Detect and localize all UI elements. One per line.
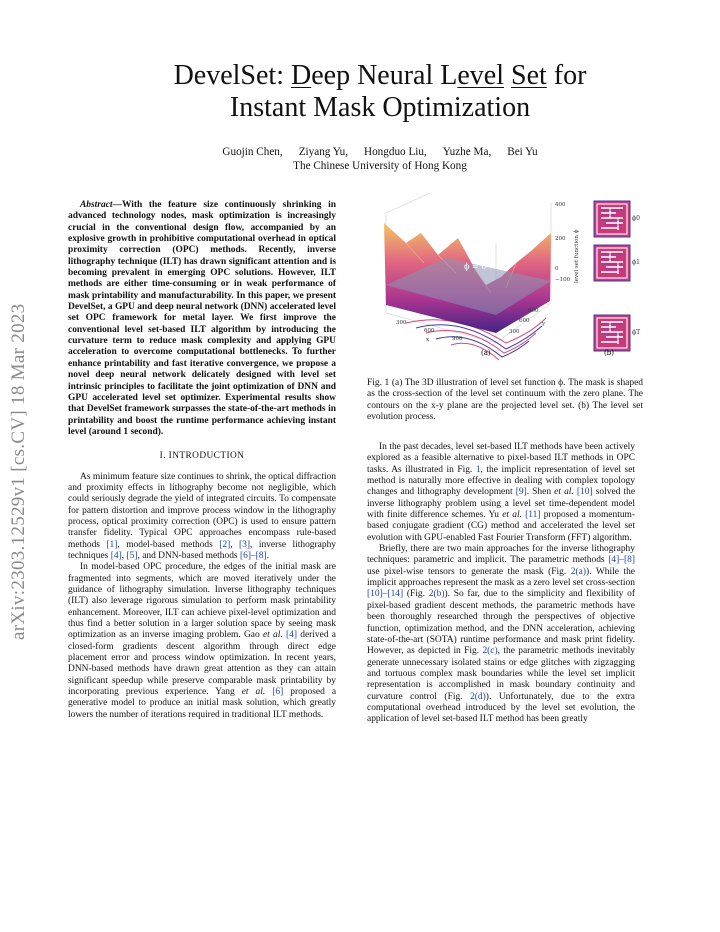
author: Bei Yu xyxy=(507,146,538,158)
y-tick: 600 xyxy=(519,318,530,324)
author: Yuzhe Ma, xyxy=(442,146,492,158)
citation-link[interactable]: [10]–[14] xyxy=(367,589,404,600)
citation-link[interactable]: [4] xyxy=(110,550,122,561)
z-tick: 400 xyxy=(555,202,566,208)
paper-title: DevelSet: Deep Neural Level Set for Instant Mask Optimization xyxy=(173,60,587,123)
paragraph: In the past decades, level set-based ILT methods have been actively explored as a feasible alternative to pixel-based ILT methods in OPC tasks. As illustrated in Fig. 1, the implicit representation of level set method is naturally more effective in dealing with complex topology changes and lithography development [9]. Shen et al. [10] solved the inverse lithography problem using a level set time-dependent model with finite difference schemes. Yu et al. [11] proposed a momentum-based conjugate gradient (CG) method and accelerated the level set evolution with GPU-enabled Fast Fourier Transform (FFT) algorithm. xyxy=(367,442,636,543)
figure-1 xyxy=(366,193,642,371)
x-tick: 900 xyxy=(452,336,463,342)
citation-link[interactable]: [1] xyxy=(106,539,118,550)
section-heading: I. INTRODUCTION xyxy=(159,451,245,462)
citation-link[interactable]: [11] xyxy=(525,510,541,521)
phi-label: ϕ0 xyxy=(632,215,640,222)
paragraph: In model-based OPC procedure, the edges of the initial mask are fragmented into segments, which are moved iteratively under the guidance of lithography simulation. Inverse lithography techniques (ILT) also leverage rigorous simulation to perform mask printability enhancement. Moreover, ILT can achieve pixel-level optimization and thus find a better solution in a larger solution space by seeing mask optimization as an inverse imaging problem. Gao et al. [4] derived a closed-form gradients descent algorithm through direct edge placement error and process window optimization. In recent years, DNN-based methods have drawn great attention as they can attain significant speedup while preserve comparable mask printability by incorporating previous experience. Yang et al. [6] proposed a generative model to produce an initial mask solution, which greatly lowers the number of iterations required in traditional ILT methods. xyxy=(68,562,337,720)
arxiv-stamp: arXiv:2303.12529v1 [cs.CV] 18 Mar 2023 xyxy=(8,303,29,640)
right-column xyxy=(367,442,635,726)
figure-link[interactable]: 1 xyxy=(475,464,481,475)
abstract: Abstract—With the feature size continuously shrinking in advanced technology nodes, mask optimization is increasingly crucial in the conventional design flow, accompanied by an explosive growth in prohibitive computational overhead in optical proximity correction (OPC) methods. Recently, inverse lithography technique (ILT) has drawn significant attention and is becoming prevalent in emerging OPC solutions. However, ILT methods are either time-consuming or in weak performance of mask printability and manufacturability. In this paper, we present DevelSet, a GPU and deep neural network (DNN) accelerated level set OPC framework for metal layer. We first improve the conventional level set-based ILT algorithm by introducing the curvature term to reduce mask complexity and applying GPU acceleration to overcome computational bottlenecks. To further enhance printability and fast iterative convergence, we propose a novel deep neural network delicately designed with level set intrinsic principles to facilitate the joint optimization of DNN and GPU accelerated level set optimizer. Experimental results show that DevelSet framework surpasses the state-of-the-art methods in printability and boost the runtime performance achieving instant level (around 1 second). xyxy=(68,200,336,437)
figure-link[interactable]: 2(d) xyxy=(470,691,486,702)
subfigure-a-label: (a) xyxy=(481,349,491,357)
x-tick: 600 xyxy=(424,328,435,334)
paragraph: As minimum feature size continues to shrink, the optical diffraction and proximity effects in lithography become not negligible, which could seriously degrade the yield of integrated circuits. To compensate for pattern distortion and improve process window in the lithography process, optical proximity correction (OPC) is used to ensure pattern transfer fidelity. Typical OPC approaches encompass rule-based methods [1], model-based methods [2], [3], inverse lithography techniques [4], [5], and DNN-based methods [6]–[8]. xyxy=(68,471,337,561)
x-axis-label: x xyxy=(426,337,430,343)
y-tick: 900 xyxy=(528,308,539,314)
figure-link[interactable]: 2(c) xyxy=(482,646,498,657)
figure-link[interactable]: 2(b) xyxy=(428,589,445,600)
citation-link[interactable]: [2] xyxy=(219,539,231,550)
citation-link[interactable]: [6]–[8] xyxy=(239,550,267,561)
author: Guojin Chen, xyxy=(222,146,283,158)
left-column xyxy=(68,200,336,721)
evolution-tiles xyxy=(594,201,640,357)
z-axis-label: level set function ϕ xyxy=(574,229,580,283)
y-tick: 300 xyxy=(509,329,520,335)
subfigure-b-label: (b) xyxy=(604,349,614,357)
x-tick: 300 xyxy=(396,320,407,326)
citation-link[interactable]: [3] xyxy=(239,539,251,550)
author: Hongduo Liu, xyxy=(364,146,427,158)
z-tick: 0 xyxy=(555,266,559,272)
figure-1-graphic xyxy=(366,193,642,371)
zero-plane-label: ϕ = 0 xyxy=(464,262,487,271)
z-tick: 200 xyxy=(555,236,566,242)
author-list xyxy=(80,146,680,159)
citation-link[interactable]: [4] xyxy=(285,630,297,641)
paragraph: Briefly, there are two main approaches for the inverse lithography techniques: parametric and implicit. The parametric methods [4]–[8] use pixel-wise tensors to generate the mask (Fig. 2(a)). While the implicit approaches represent the mask as a zero level set cross-section [10]–[14] (Fig. 2(b)). So far, due to the simplicity and flexibility of pixel-based gradient descent methods, the parametric methods have been thoroughly researched through the perspectives of objective function, optimization method, and the DNN acceleration, achieving state-of-the-art (SOTA) runtime performance and mask print fidelity. However, as depicted in Fig. 2(c), the parametric methods inevitably generate unnecessary isolated stains or edge glitches with zigzagging and tortuous complex mask boundaries while the level set implicit representation is accomplished in mask boundary continuity and curvature control (Fig. 2(d)). Unfortunately, due to the extra computational overhead introduced by the level set evolution, the application of level set-based ILT method has been greatly xyxy=(367,544,635,725)
citation-link[interactable]: [6] xyxy=(272,687,284,698)
z-tick: −100 xyxy=(555,277,571,283)
y-axis-label: y xyxy=(542,321,546,327)
phi-label: ϕT xyxy=(632,329,641,336)
affiliation: The Chinese University of Hong Kong xyxy=(293,160,467,172)
citation-link[interactable]: [5] xyxy=(126,550,138,561)
citation-link[interactable]: [10] xyxy=(576,487,593,498)
figure-link[interactable]: 2(a) xyxy=(570,566,586,577)
figure-caption: Fig. 1 (a) The 3D illustration of level set function ϕ. The mask is shaped as the cross-section of the level set continuum with the zero plane. The contours on the x-y plane are the projected level set. (b) The level set evolution process. xyxy=(367,378,643,423)
phi-label: ϕ1 xyxy=(632,259,640,266)
citation-link[interactable]: [4]–[8] xyxy=(608,555,635,566)
citation-link[interactable]: [9] xyxy=(515,487,527,498)
author: Ziyang Yu, xyxy=(298,146,348,158)
